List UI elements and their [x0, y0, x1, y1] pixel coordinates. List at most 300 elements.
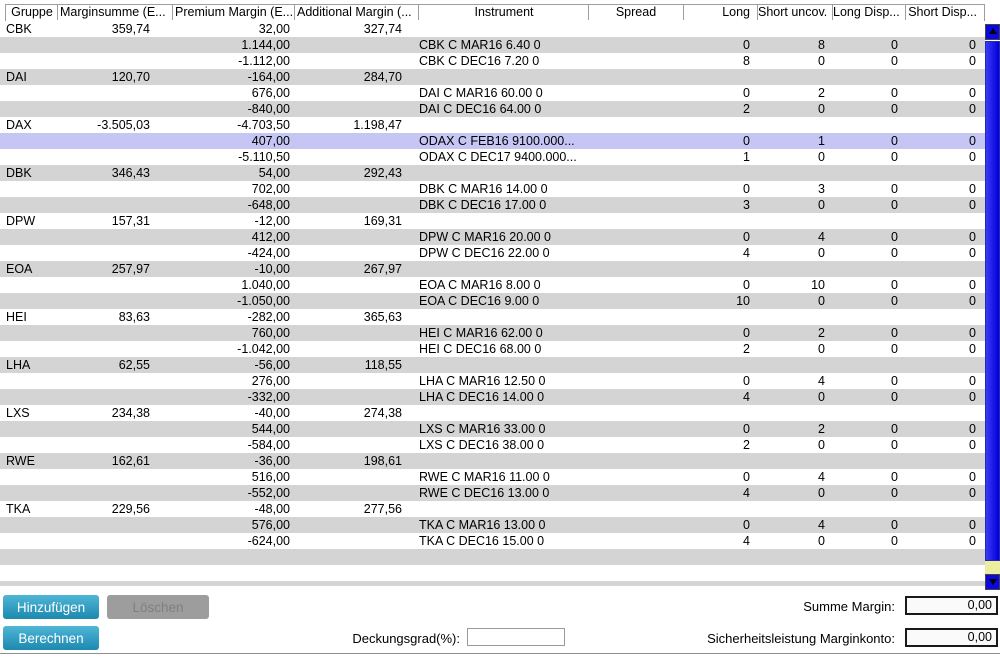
cell-short-disp: [905, 69, 983, 85]
cell-gruppe: TKA: [6, 502, 31, 516]
cell-marginsumme: 62,55: [118, 358, 150, 372]
cell-long: [683, 165, 757, 181]
table-row-empty[interactable]: [0, 565, 985, 581]
cell-spread: [588, 117, 683, 133]
cell-marginsumme: [57, 437, 172, 453]
cell-long: 4: [743, 486, 750, 500]
cell-short-disp: [905, 501, 983, 517]
cell-marginsumme: [57, 341, 172, 357]
cell-long-disp: [832, 261, 905, 277]
cell-long-disp: [832, 453, 905, 469]
cell-instrument: DPW C DEC16 22.00 0: [419, 246, 550, 260]
cell-short-uncov: [757, 165, 832, 181]
cell-short-uncov: 4: [818, 470, 825, 484]
cell-short-disp: 0: [969, 150, 976, 164]
table-row-detail[interactable]: [0, 229, 985, 245]
cell-instrument: EOA C MAR16 8.00 0: [419, 278, 541, 292]
table-row-group[interactable]: [0, 501, 985, 517]
table-row-detail[interactable]: [0, 149, 985, 165]
cell-gruppe: DAX: [6, 118, 32, 132]
cell-premium: -1.112,00: [238, 54, 290, 68]
cell-marginsumme: [57, 101, 172, 117]
cell-premium: -648,00: [247, 198, 290, 212]
cell-additional: [294, 293, 418, 309]
cell-additional: [294, 197, 418, 213]
cell-instrument: HEI C MAR16 62.00 0: [419, 326, 543, 340]
cell-gruppe: [5, 581, 57, 586]
cell-gruppe: [5, 389, 57, 405]
cell-spread: [588, 69, 683, 85]
cell-instrument: DAI C DEC16 64.00 0: [419, 102, 542, 116]
cell-additional: [294, 565, 418, 581]
cell-long-disp: 0: [891, 182, 898, 196]
cell-gruppe: [5, 517, 57, 533]
cell-short-uncov: [757, 565, 832, 581]
cell-additional: [294, 373, 418, 389]
cell-marginsumme: 359,74: [111, 22, 150, 36]
cell-short-uncov: 8: [818, 38, 825, 52]
cell-additional: 327,74: [363, 22, 402, 36]
table-row-group[interactable]: [0, 453, 985, 469]
cell-instrument: [418, 549, 588, 565]
cell-marginsumme: [57, 517, 172, 533]
cell-instrument: DPW C MAR16 20.00 0: [419, 230, 551, 244]
cell-premium: -624,00: [247, 534, 290, 548]
cell-long: 2: [743, 102, 750, 116]
scrollbar-thumb[interactable]: [985, 41, 1000, 561]
cell-premium: -48,00: [254, 502, 290, 516]
cell-long: [683, 453, 757, 469]
cell-instrument: LHA C MAR16 12.50 0: [419, 374, 546, 388]
table-row-group[interactable]: [0, 309, 985, 325]
cell-gruppe: [5, 293, 57, 309]
cell-additional: [294, 485, 418, 501]
column-header-instrument[interactable]: Instrument: [419, 5, 589, 20]
cell-additional: [294, 341, 418, 357]
cell-short-disp: [905, 453, 983, 469]
cell-marginsumme: [57, 469, 172, 485]
cell-short-uncov: 0: [818, 486, 825, 500]
collateral-label: Sicherheitsleistung Marginkonto:: [707, 631, 895, 646]
table-row-group[interactable]: [0, 357, 985, 373]
cell-short-uncov: [757, 117, 832, 133]
delete-button[interactable]: Löschen: [107, 595, 209, 619]
cell-additional: 274,38: [363, 406, 402, 420]
cell-marginsumme: 346,43: [111, 166, 150, 180]
cell-marginsumme: -3.505,03: [97, 118, 150, 132]
arrow-up-icon: [989, 28, 997, 34]
table-row-group[interactable]: [0, 21, 985, 37]
cell-short-uncov: 0: [818, 198, 825, 212]
cell-long: [683, 117, 757, 133]
cell-premium: -56,00: [254, 358, 290, 372]
cell-long-disp: 0: [891, 326, 898, 340]
cell-short-disp: 0: [969, 438, 976, 452]
cell-additional: 277,56: [363, 502, 402, 516]
column-header-premium-margin[interactable]: Premium Margin (E...: [175, 5, 294, 19]
table-row-detail[interactable]: [0, 133, 985, 149]
cell-premium: -1.042,00: [237, 342, 290, 356]
cell-short-disp: [905, 21, 983, 37]
table-row-detail[interactable]: [0, 437, 985, 453]
cell-long-disp: 0: [891, 422, 898, 436]
cell-instrument: [418, 69, 588, 85]
cell-long: 10: [736, 294, 750, 308]
cell-gruppe: [5, 197, 57, 213]
cell-instrument: CBK C DEC16 7.20 0: [419, 54, 540, 68]
cell-marginsumme: 257,97: [111, 262, 150, 276]
table-row-detail[interactable]: [0, 53, 985, 69]
cell-short-disp: 0: [969, 102, 976, 116]
cell-instrument: [418, 213, 588, 229]
cell-additional: [294, 37, 418, 53]
cell-long-disp: 0: [891, 278, 898, 292]
cell-marginsumme: [57, 197, 172, 213]
table-row-detail[interactable]: [0, 341, 985, 357]
cell-long: 0: [743, 422, 750, 436]
cell-short-disp: [905, 165, 983, 181]
cell-spread: [588, 341, 683, 357]
column-header-short-disp[interactable]: Short Disp...: [908, 5, 977, 19]
cell-long-disp: 0: [891, 150, 898, 164]
cell-instrument: [418, 501, 588, 517]
cell-short-disp: 0: [969, 54, 976, 68]
cell-additional: [294, 53, 418, 69]
column-header-short-uncov[interactable]: Short uncov.: [758, 5, 833, 20]
cell-premium: [172, 549, 294, 565]
cell-long-disp: [832, 69, 905, 85]
cell-instrument: [418, 565, 588, 581]
cell-gruppe: [5, 229, 57, 245]
cell-long-disp: 0: [891, 534, 898, 548]
cell-spread: [588, 165, 683, 181]
cell-short-disp: [905, 357, 983, 373]
cell-gruppe: DAI: [6, 70, 27, 84]
cell-gruppe: [5, 245, 57, 261]
scroll-up-button[interactable]: [985, 24, 1000, 40]
cell-long: 0: [743, 326, 750, 340]
cell-short-disp: 0: [969, 182, 976, 196]
cell-premium: 516,00: [251, 470, 290, 484]
cell-spread: [588, 501, 683, 517]
cell-marginsumme: [57, 533, 172, 549]
cell-long-disp: 0: [891, 246, 898, 260]
cell-marginsumme: [57, 293, 172, 309]
cell-gruppe: DPW: [6, 214, 36, 228]
scrollbar-track[interactable]: [985, 561, 1000, 574]
cell-long-disp: 0: [891, 470, 898, 484]
scroll-down-button[interactable]: [985, 574, 1000, 590]
cell-long-disp: [832, 565, 905, 581]
table-row-detail[interactable]: [0, 389, 985, 405]
cell-additional: [294, 517, 418, 533]
cell-marginsumme: 120,70: [111, 70, 150, 84]
cell-long: 0: [743, 278, 750, 292]
cell-additional: [294, 101, 418, 117]
cell-short-disp: [905, 309, 983, 325]
cell-spread: [588, 149, 683, 165]
column-header-marginsumme[interactable]: Marginsumme (E...: [58, 5, 173, 20]
cell-long-disp: 0: [891, 294, 898, 308]
cell-spread: [588, 373, 683, 389]
cell-marginsumme: [57, 133, 172, 149]
column-header-long[interactable]: Long: [684, 5, 758, 20]
cell-spread: [588, 277, 683, 293]
cell-long: [683, 405, 757, 421]
table-row-detail[interactable]: [0, 469, 985, 485]
cell-short-uncov: 2: [818, 86, 825, 100]
cell-spread: [588, 469, 683, 485]
cell-marginsumme: [57, 389, 172, 405]
table-row-detail[interactable]: [0, 85, 985, 101]
cell-gruppe: LXS: [6, 406, 30, 420]
cell-spread: [588, 309, 683, 325]
cell-spread: [588, 517, 683, 533]
cell-gruppe: [5, 53, 57, 69]
cell-additional: [294, 389, 418, 405]
cell-long-disp: [832, 117, 905, 133]
column-header-additional-margin[interactable]: Additional Margin (...: [295, 5, 419, 20]
cell-instrument: [418, 261, 588, 277]
cell-instrument: [418, 357, 588, 373]
cell-short-uncov: 3: [818, 182, 825, 196]
cell-long-disp: 0: [891, 38, 898, 52]
cell-gruppe: [5, 549, 57, 565]
cell-long: 1: [743, 150, 750, 164]
table-row-detail[interactable]: [0, 37, 985, 53]
cell-marginsumme: [57, 373, 172, 389]
cell-instrument: CBK C MAR16 6.40 0: [419, 38, 541, 52]
cell-premium: 32,00: [258, 22, 290, 36]
cell-instrument: LHA C DEC16 14.00 0: [419, 390, 545, 404]
cell-short-uncov: 4: [818, 518, 825, 532]
cell-short-disp: 0: [969, 422, 976, 436]
table-row-detail[interactable]: [0, 101, 985, 117]
table-row-detail[interactable]: [0, 533, 985, 549]
cell-instrument: DAI C MAR16 60.00 0: [419, 86, 543, 100]
cell-gruppe: [5, 85, 57, 101]
cell-additional: [294, 245, 418, 261]
cell-short-uncov: 0: [818, 54, 825, 68]
cell-additional: [294, 533, 418, 549]
cell-premium: -282,00: [247, 310, 290, 324]
cell-gruppe: [5, 373, 57, 389]
cell-premium: 760,00: [251, 326, 290, 340]
cell-short-disp: 0: [969, 198, 976, 212]
cell-short-disp: [905, 549, 983, 565]
cell-additional: [294, 437, 418, 453]
cell-additional: [294, 133, 418, 149]
cell-premium: -36,00: [254, 454, 290, 468]
cell-spread: [588, 453, 683, 469]
sum-margin-field: 0,00: [905, 596, 998, 615]
cell-short-uncov: [757, 213, 832, 229]
cell-long-disp: 0: [891, 102, 898, 116]
cell-short-disp: [905, 213, 983, 229]
cell-long-disp: 0: [891, 54, 898, 68]
cell-instrument: TKA C DEC16 15.00 0: [419, 534, 545, 548]
cell-short-uncov: [757, 501, 832, 517]
cell-additional: 1.198,47: [353, 118, 402, 132]
cell-long: [683, 213, 757, 229]
cell-short-disp: 0: [969, 38, 976, 52]
cell-long-disp: [832, 213, 905, 229]
cell-short-disp: 0: [969, 374, 976, 388]
cell-additional: 292,43: [363, 166, 402, 180]
table-row-detail[interactable]: [0, 277, 985, 293]
cell-additional: [294, 181, 418, 197]
cell-premium: -424,00: [247, 246, 290, 260]
cell-gruppe: [5, 133, 57, 149]
cell-premium: 1.040,00: [241, 278, 290, 292]
cell-spread: [588, 565, 683, 581]
cell-spread: [588, 197, 683, 213]
cell-short-uncov: 0: [818, 342, 825, 356]
cell-premium: 54,00: [258, 166, 290, 180]
table-row-detail[interactable]: [0, 517, 985, 533]
cell-marginsumme: [57, 581, 172, 586]
cell-short-uncov: [757, 309, 832, 325]
cell-instrument: LXS C DEC16 38.00 0: [419, 438, 545, 452]
cell-additional: 198,61: [363, 454, 402, 468]
table-row-group[interactable]: [0, 405, 985, 421]
cell-short-uncov: [757, 69, 832, 85]
cell-long: 2: [743, 342, 750, 356]
cell-long: 0: [743, 182, 750, 196]
cell-short-disp: 0: [969, 86, 976, 100]
cell-instrument: RWE C DEC16 13.00 0: [419, 486, 550, 500]
cell-short-uncov: [757, 261, 832, 277]
cell-instrument: EOA C DEC16 9.00 0: [419, 294, 540, 308]
cell-additional: [294, 549, 418, 565]
cell-long: [683, 261, 757, 277]
cell-instrument: DBK C MAR16 14.00 0: [419, 182, 548, 196]
cell-short-disp: 0: [969, 278, 976, 292]
table-row-detail[interactable]: [0, 373, 985, 389]
cell-long: 0: [743, 86, 750, 100]
cell-long: [683, 357, 757, 373]
cell-instrument: ODAX C FEB16 9100.000...: [419, 134, 575, 148]
cell-gruppe: EOA: [6, 262, 33, 276]
cell-additional: [294, 325, 418, 341]
cell-gruppe: [5, 325, 57, 341]
table-row-empty[interactable]: [0, 549, 985, 565]
cell-short-uncov: 0: [818, 438, 825, 452]
cell-marginsumme: [57, 37, 172, 53]
cell-spread: [588, 21, 683, 37]
cell-long: 8: [743, 54, 750, 68]
cell-instrument: RWE C MAR16 11.00 0: [419, 470, 550, 484]
cell-spread: [588, 181, 683, 197]
cell-spread: [588, 533, 683, 549]
cell-long-disp: [832, 549, 905, 565]
column-header-spread[interactable]: Spread: [589, 5, 684, 20]
cell-instrument: [418, 453, 588, 469]
table-row-group[interactable]: [0, 261, 985, 277]
table-row-empty[interactable]: [0, 581, 985, 586]
table-row-detail[interactable]: [0, 421, 985, 437]
cell-long-disp: [832, 21, 905, 37]
cell-spread: [588, 85, 683, 101]
cell-premium: 412,00: [251, 230, 290, 244]
cell-premium: 702,00: [251, 182, 290, 196]
cell-short-disp: 0: [969, 486, 976, 500]
cell-short-disp: [905, 117, 983, 133]
cell-instrument: [418, 21, 588, 37]
cell-short-disp: 0: [969, 518, 976, 532]
cell-spread: [588, 405, 683, 421]
table-row-group[interactable]: [0, 213, 985, 229]
cell-marginsumme: 229,56: [111, 502, 150, 516]
cell-long-disp: 0: [891, 390, 898, 404]
calculate-button[interactable]: Berechnen: [3, 626, 99, 650]
cell-gruppe: CBK: [6, 22, 32, 36]
cell-short-disp: 0: [969, 390, 976, 404]
cell-gruppe: [5, 485, 57, 501]
cell-additional: [294, 149, 418, 165]
cell-short-uncov: 0: [818, 390, 825, 404]
cell-marginsumme: 157,31: [111, 214, 150, 228]
cell-marginsumme: [57, 485, 172, 501]
table-body: [0, 21, 985, 586]
cell-marginsumme: [57, 181, 172, 197]
cell-marginsumme: [57, 53, 172, 69]
cell-short-uncov: 0: [818, 102, 825, 116]
cell-marginsumme: [57, 549, 172, 565]
column-header-gruppe[interactable]: Gruppe: [6, 5, 58, 20]
cell-long-disp: 0: [891, 342, 898, 356]
table-row-group[interactable]: [0, 165, 985, 181]
cell-short-disp: [905, 261, 983, 277]
add-button[interactable]: Hinzufügen: [3, 595, 99, 619]
table-row-group[interactable]: [0, 117, 985, 133]
cell-short-uncov: 0: [818, 534, 825, 548]
cell-additional: 118,55: [364, 358, 402, 372]
cell-additional: [294, 277, 418, 293]
table-row-detail[interactable]: [0, 197, 985, 213]
cell-marginsumme: 83,63: [118, 310, 150, 324]
cell-premium: -40,00: [254, 406, 290, 420]
cell-spread: [588, 549, 683, 565]
cell-gruppe: [5, 469, 57, 485]
table-row-detail[interactable]: [0, 181, 985, 197]
cell-spread: [588, 421, 683, 437]
cell-long-disp: [832, 501, 905, 517]
cell-gruppe: [5, 101, 57, 117]
cell-gruppe: [5, 437, 57, 453]
cell-short-uncov: 0: [818, 246, 825, 260]
cell-long-disp: 0: [891, 518, 898, 532]
table-row-group[interactable]: [0, 69, 985, 85]
cell-marginsumme: [57, 229, 172, 245]
table-row-detail[interactable]: [0, 245, 985, 261]
cell-spread: [588, 213, 683, 229]
table-row-detail[interactable]: [0, 293, 985, 309]
cell-short-disp: 0: [969, 342, 976, 356]
cell-long: [683, 565, 757, 581]
cell-long-disp: 0: [891, 198, 898, 212]
table-row-detail[interactable]: [0, 485, 985, 501]
column-header-long-disp[interactable]: Long Disp...: [833, 5, 906, 20]
cell-spread: [588, 357, 683, 373]
table-row-detail[interactable]: [0, 325, 985, 341]
cell-short-disp: 0: [969, 470, 976, 484]
cell-long: 2: [743, 438, 750, 452]
cell-instrument: ODAX C DEC17 9400.000...: [419, 150, 577, 164]
cell-long: [683, 549, 757, 565]
cell-short-uncov: 10: [811, 278, 825, 292]
cell-premium: -584,00: [247, 438, 290, 452]
